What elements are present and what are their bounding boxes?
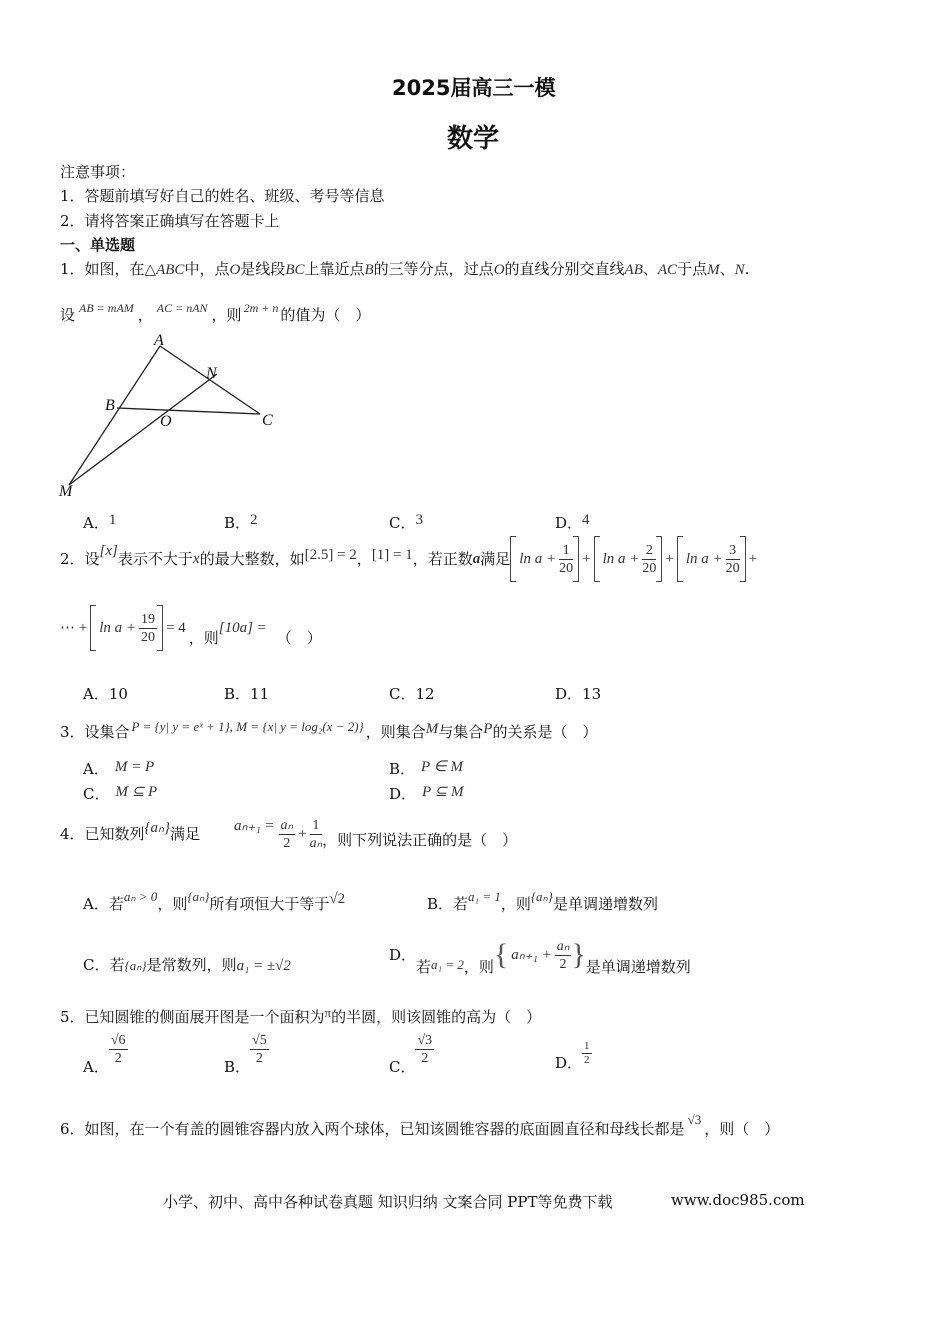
- option-value: 11: [250, 685, 270, 703]
- q4-math: +: [298, 826, 307, 842]
- q4-option-c[interactable]: [83, 956, 291, 975]
- q1-math: AB: [624, 262, 643, 278]
- option-label: A．: [83, 760, 109, 778]
- q2-math: [10a] =: [218, 620, 267, 636]
- q4-math: {aₙ}: [144, 820, 171, 836]
- option-math: a₁ = ±√2: [236, 958, 291, 974]
- option-label: C．: [83, 785, 110, 803]
- option-text: ，则: [157, 895, 188, 913]
- exam-title: 2025届高三一模: [392, 76, 556, 100]
- q2-math: ln a +: [602, 551, 640, 567]
- footer-url[interactable]: www.doc985.com: [671, 1191, 805, 1209]
- q1-line1: [60, 260, 749, 279]
- option-label: A．: [83, 895, 109, 913]
- option-text: 是常数列，则: [146, 956, 237, 974]
- option-text: 是单调递增数列: [552, 895, 658, 913]
- option-text: 所有项恒大于等于: [209, 895, 330, 913]
- q5-line: [60, 1005, 542, 1027]
- option-label: A．: [83, 1057, 109, 1076]
- triangle-symbol: △: [144, 262, 157, 278]
- frac-num: √3: [417, 1033, 433, 1048]
- figure-label-n: N: [206, 365, 217, 382]
- option-value: P ∈ M: [421, 759, 463, 775]
- q3-text: ，则集合: [365, 723, 426, 741]
- q1-text: 上靠近点: [304, 260, 365, 278]
- notice-item-1: 1．答题前填写好自己的姓名、班级、考号等信息: [60, 187, 385, 205]
- q4-math: aₙ₊₁ =: [234, 818, 275, 834]
- figure-label-o: O: [160, 413, 172, 430]
- q4-fraction: [310, 817, 323, 852]
- q2-math: ⋯ +: [60, 620, 88, 636]
- q1-math: AB = mAM: [79, 301, 134, 315]
- option-label: D．: [555, 1053, 583, 1072]
- option-value: M ⊆ P: [115, 784, 158, 800]
- q1-text: .: [744, 260, 750, 278]
- q1-option-d[interactable]: [555, 511, 590, 532]
- q4d-fraction: [555, 938, 572, 973]
- option-math: aₙ > 0: [123, 889, 158, 904]
- frac-num: 3: [726, 542, 740, 560]
- brace-left: {: [493, 938, 509, 971]
- q1-math: AC: [657, 262, 678, 278]
- option-value: 13: [582, 685, 602, 703]
- notice-item-2: 2．请将答案正确填写在答题卡上: [60, 212, 280, 230]
- frac-den: 20: [141, 629, 156, 645]
- option-label: A．: [83, 514, 109, 532]
- frac-den: 2: [584, 1054, 590, 1066]
- frac-den: 2: [283, 835, 291, 851]
- q1-math: O: [493, 262, 505, 278]
- q2-math: ln a +: [685, 551, 723, 567]
- frac-den: 2: [421, 1051, 429, 1066]
- brace-right: }: [571, 938, 586, 971]
- frac-den: 2: [255, 1051, 263, 1066]
- q6-text: 6．如图，在一个有盖的圆锥容器内放入两个球体，已知该圆锥容器的底面圆直径和母线长都是: [60, 1120, 685, 1138]
- q1-option-b[interactable]: [224, 511, 258, 532]
- q2-line1: [60, 535, 760, 583]
- option-label: D．: [555, 685, 583, 703]
- q1-math: BC: [285, 262, 305, 278]
- option-label: B．: [427, 895, 454, 913]
- q2-text: 的最大整数，如: [199, 550, 305, 568]
- option-math: {aₙ}: [530, 889, 553, 904]
- q2-fraction: [642, 542, 656, 577]
- q6-math: √3: [687, 1112, 702, 1127]
- q1-math: N: [734, 262, 745, 278]
- option-label: A．: [83, 685, 109, 703]
- q2-text: （ ）: [276, 629, 322, 647]
- q3-math: P = {y| y = eˣ + 1}, M = {x| y = log₂(x − 2)}: [131, 719, 364, 734]
- q1-text: ，: [137, 306, 153, 324]
- q3-math: M: [425, 721, 439, 737]
- q1-text: 于点: [677, 260, 708, 278]
- q5-option-a[interactable]: [83, 1032, 128, 1076]
- q2-math: +: [665, 551, 674, 567]
- option-math: aₙ₊₁ +: [511, 947, 552, 963]
- notice-heading: 注意事项：: [60, 163, 136, 181]
- q1-text: 、: [719, 260, 735, 278]
- frac-num: 1: [584, 1040, 590, 1052]
- q4-fraction: [279, 817, 296, 852]
- frac-num: √5: [252, 1033, 267, 1048]
- option-text: 若: [416, 958, 432, 976]
- q3-option-d[interactable]: [389, 785, 464, 804]
- q2-math: x: [192, 551, 200, 567]
- q2-line2: [60, 604, 322, 652]
- q4-text: 4．已知数列: [60, 825, 145, 843]
- option-label: C．: [389, 685, 416, 703]
- frac-num: √6: [110, 1033, 126, 1048]
- option-fraction: [250, 1032, 269, 1067]
- q3-text: 与集合: [438, 723, 484, 741]
- q1-text: 设: [60, 306, 76, 324]
- q6-line: [60, 1112, 780, 1139]
- q1-math: 2m + n: [243, 301, 279, 315]
- q2-text: ，: [356, 550, 372, 568]
- q1-figure: [55, 330, 295, 500]
- option-label: B．: [224, 685, 251, 703]
- q1-math: O: [229, 262, 241, 278]
- frac-num: aₙ: [556, 938, 570, 954]
- q1-text: 、: [642, 260, 658, 278]
- option-fraction: [415, 1032, 434, 1067]
- option-label: B．: [224, 514, 251, 532]
- q2-text: 表示不大于: [117, 550, 193, 568]
- option-value: 1: [108, 512, 117, 528]
- q2-math: [2.5] = 2: [304, 547, 357, 563]
- q1-text: 的值为（ ）: [280, 306, 371, 324]
- option-math: √2: [329, 891, 346, 907]
- option-text: ，则: [500, 895, 531, 913]
- q2-option-d[interactable]: [555, 685, 601, 703]
- option-label: C．: [389, 1057, 416, 1076]
- option-label: D．: [555, 514, 583, 532]
- option-value: P ⊆ M: [422, 784, 464, 800]
- option-label: D．: [389, 946, 417, 964]
- figure-label-b: B: [105, 397, 115, 414]
- q1-math: AC = nAN: [156, 301, 208, 315]
- option-value: M = P: [114, 759, 155, 775]
- q1-text: 的直线分别交直线: [504, 260, 625, 278]
- frac-den: 20: [642, 560, 657, 576]
- option-text: 若: [453, 895, 469, 913]
- figure-label-m: M: [59, 483, 73, 500]
- option-label: D．: [389, 785, 417, 803]
- q5-text: 5．已知圆锥的侧面展开图是一个面积为: [60, 1008, 325, 1026]
- pi-symbol: π: [324, 1005, 332, 1020]
- q6-text: ，则（ ）: [704, 1120, 780, 1138]
- q2-math: ln a +: [519, 551, 557, 567]
- figure-label-a: A: [154, 332, 164, 349]
- frac-den: 20: [559, 560, 574, 576]
- q2-math: a: [472, 551, 481, 567]
- option-math: a₁ = 2: [431, 957, 464, 972]
- option-text: 是单调递增数列: [585, 958, 691, 976]
- option-label: C．: [83, 956, 110, 974]
- q3-text: 的关系是（ ）: [492, 723, 598, 741]
- option-value: 10: [108, 685, 128, 703]
- q1-text: 的三等分点，过点: [373, 260, 494, 278]
- option-math: {aₙ}: [124, 958, 147, 973]
- q2-text: ，则: [188, 629, 219, 647]
- frac-den: 20: [725, 560, 740, 576]
- option-text: 若: [109, 956, 125, 974]
- q4-text: ，则下列说法正确的是（ ）: [322, 831, 518, 849]
- q1-text: 中，点: [184, 260, 230, 278]
- frac-num: 1: [310, 817, 323, 835]
- q1-math: M: [707, 262, 720, 278]
- option-value: 3: [415, 512, 423, 528]
- q4-option-d[interactable]: [389, 932, 691, 978]
- frac-num: aₙ: [280, 817, 294, 833]
- frac-num: 2: [642, 542, 656, 560]
- q1-text: 1．如图，在: [60, 260, 145, 278]
- q2-option-b[interactable]: [224, 685, 269, 703]
- option-fraction: [582, 1040, 592, 1067]
- option-fraction: [109, 1032, 128, 1067]
- q3-line: [60, 719, 598, 742]
- option-value: 2: [250, 512, 258, 528]
- frac-den: 2: [559, 956, 567, 972]
- q2-math: +: [582, 551, 591, 567]
- q4-option-b[interactable]: [427, 889, 658, 914]
- q3-math: P: [483, 721, 493, 737]
- option-value: 12: [415, 685, 435, 703]
- q5-text: 的半圆，则该圆锥的高为（ ）: [331, 1008, 542, 1026]
- frac-den: aₙ: [309, 835, 323, 851]
- option-label: B．: [389, 760, 416, 778]
- q5-option-c[interactable]: [389, 1032, 434, 1076]
- footer-text: 小学、初中、高中各种试卷真题 知识归纳 文案合同 PPT等免费下载: [163, 1193, 613, 1211]
- q3-option-b[interactable]: [389, 760, 463, 779]
- figure-label-c: C: [262, 412, 273, 429]
- q2-text: 2．设: [60, 550, 100, 568]
- section-heading: 一、单选题: [60, 236, 136, 254]
- q4-option-a[interactable]: [83, 889, 346, 914]
- frac-num: 19: [141, 611, 156, 627]
- q2-text: 满足: [480, 550, 511, 568]
- q1-text: ，则: [211, 306, 242, 324]
- option-value: 4: [582, 512, 590, 528]
- option-text: 若: [108, 895, 124, 913]
- frac-num: 1: [559, 542, 573, 560]
- option-text: ，则: [463, 958, 494, 976]
- q3-option-c[interactable]: [83, 785, 157, 804]
- q2-fraction: [559, 542, 573, 577]
- q4-line: [60, 810, 517, 858]
- q2-fraction: [139, 611, 157, 646]
- q2-text: ，若正数: [412, 550, 473, 568]
- q3-option-a[interactable]: [83, 760, 154, 779]
- q1-math: B: [364, 262, 374, 278]
- option-label: C．: [389, 514, 416, 532]
- q2-fraction: [726, 542, 740, 577]
- q1-line2: [60, 299, 370, 324]
- q2-option-a[interactable]: [83, 685, 128, 703]
- q2-option-c[interactable]: [389, 685, 435, 703]
- q2-math: ln a +: [99, 620, 137, 636]
- q1-option-a[interactable]: [83, 511, 116, 532]
- option-math: a₁ = 1: [468, 889, 501, 904]
- q5-option-d[interactable]: [555, 1040, 592, 1072]
- q2-math: +: [748, 551, 758, 567]
- q5-option-b[interactable]: [224, 1032, 269, 1076]
- q1-math: ABC: [156, 262, 185, 278]
- q1-text: 是线段: [240, 260, 286, 278]
- q1-option-c[interactable]: [389, 511, 423, 532]
- frac-den: 2: [114, 1051, 122, 1066]
- q2-math: [1] = 1: [371, 547, 413, 563]
- q2-math: = 4: [166, 620, 186, 636]
- subject-title: 数学: [447, 124, 500, 154]
- q3-text: 3．设集合: [60, 723, 130, 741]
- option-label: B．: [224, 1057, 251, 1076]
- q4-text: 满足: [170, 825, 201, 843]
- q2-math: [x]: [99, 543, 118, 559]
- option-math: {aₙ}: [187, 889, 210, 904]
